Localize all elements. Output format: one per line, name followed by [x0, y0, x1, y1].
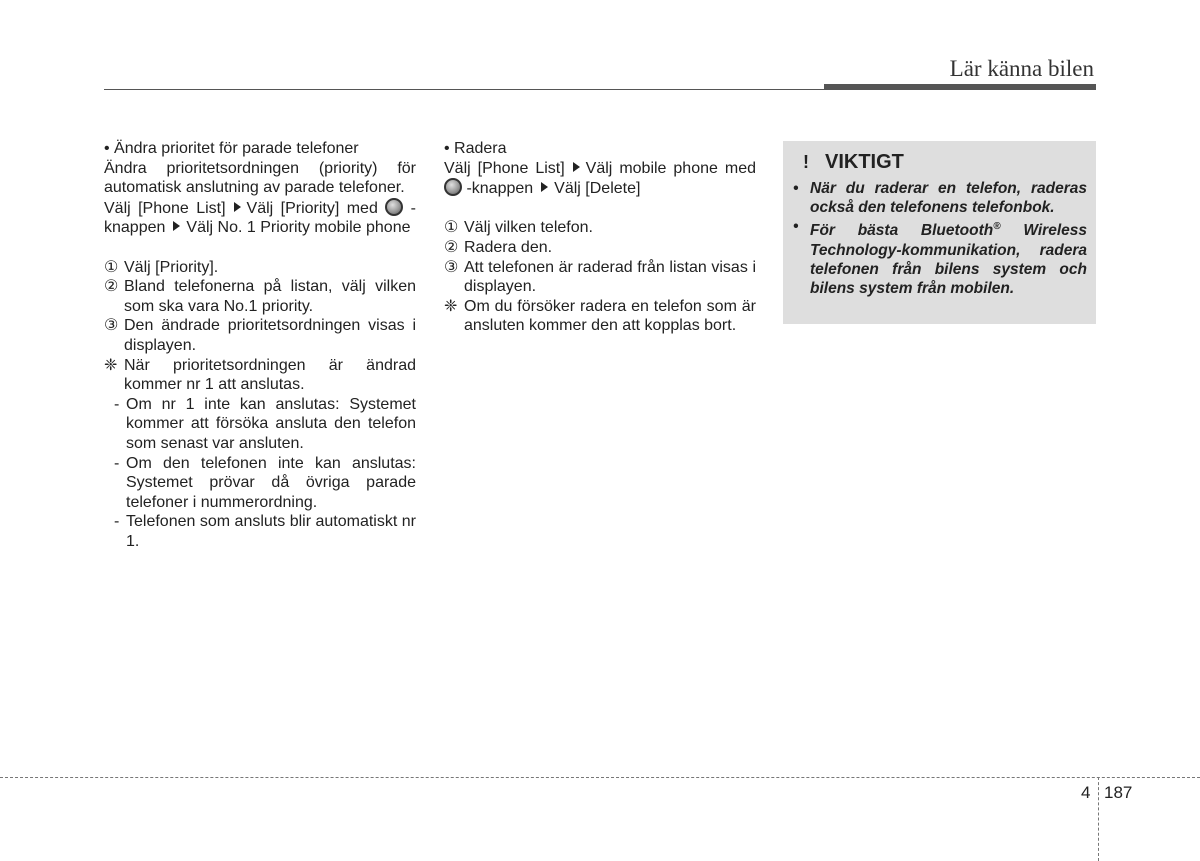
bullet: • — [793, 218, 799, 236]
dash-item — [104, 454, 416, 513]
note-icon: ❈ — [104, 356, 118, 374]
registered-mark: ® — [993, 221, 1001, 233]
arrow-right-icon — [234, 202, 241, 212]
path-step: Välj [Phone List] — [104, 199, 226, 217]
priority-heading: • Ändra prioritet för parade telefoner — [104, 140, 359, 157]
step-number: ② — [104, 278, 119, 296]
step-text: Att telefonen är raderad från listan visas i displayen. — [464, 258, 756, 296]
warning-item — [793, 217, 1087, 298]
path-step: Välj [Delete] — [554, 180, 641, 198]
path-step: Välj [Phone List] — [444, 159, 565, 177]
dash-marker: - — [114, 454, 120, 472]
step-text: Välj [Priority]. — [124, 258, 219, 276]
knob-button-icon — [444, 178, 462, 196]
step-item — [444, 218, 756, 238]
note-icon: ❈ — [444, 297, 458, 315]
step-text: Radera den. — [464, 238, 553, 256]
step-number: ① — [444, 219, 459, 237]
step-item — [104, 277, 416, 316]
step-item — [104, 316, 416, 355]
dash-item — [104, 512, 416, 551]
step-number: ③ — [104, 317, 119, 335]
footer-rule — [0, 777, 1200, 778]
dash-marker: - — [114, 513, 120, 531]
left-column — [104, 139, 416, 551]
header-rule — [104, 89, 824, 90]
arrow-right-icon — [173, 221, 180, 231]
section-title: Lär känna bilen — [949, 56, 1094, 81]
dash-text: Om den telefonen inte kan anslutas: Systemet prövar då övriga parade telefoner i nummerordning. — [126, 454, 416, 511]
note-text: Om du försöker radera en telefon som är ansluten kommer den att kopplas bort. — [464, 297, 756, 335]
note-item — [444, 297, 756, 336]
warning-title: VIKTIGT — [825, 151, 904, 173]
dash-text: Telefonen som ansluts blir automatiskt nr 1. — [126, 513, 416, 550]
warning-text: När du raderar en telefon, raderas också den telefonens telefonbok. — [810, 180, 1087, 217]
path-step: med — [724, 159, 756, 177]
warning-item — [793, 179, 1087, 217]
step-text: Välj vilken telefon. — [464, 219, 593, 237]
priority-intro: Ändra prioritetsordningen (priority) för automatisk anslutning av parade telefoner. — [104, 159, 416, 197]
step-text: Den ändrade prioritetsordningen visas i displayen. — [124, 317, 416, 354]
bullet: • — [793, 180, 799, 197]
step-item — [104, 258, 416, 278]
warning-list — [793, 179, 1087, 298]
middle-column — [444, 139, 756, 336]
delete-path — [444, 159, 756, 199]
warning-text-part: Wireless Technology-kommunikation, radera telefonen från bilens system och bilens system från mobilen. — [810, 222, 1087, 298]
path-step: -knappen — [104, 199, 416, 237]
path-step: -knappen — [466, 180, 534, 198]
note-text: När prioritetsordningen är ändrad kommer nr 1 att anslutas. — [124, 356, 416, 394]
dash-marker: - — [114, 395, 120, 413]
header-rule-accent — [824, 84, 1096, 90]
path-step: Välj No. 1 Priority mobile phone — [186, 219, 411, 237]
dash-item — [104, 395, 416, 454]
warning-text-part: För bästa Bluetooth — [810, 222, 994, 240]
page-number: 187 — [1104, 783, 1133, 802]
warning-icon: ! — [803, 152, 809, 172]
note-item — [104, 356, 416, 395]
step-item — [444, 258, 756, 297]
warning-text — [810, 217, 1087, 298]
step-number: ② — [444, 238, 459, 256]
knob-button-icon — [385, 198, 403, 216]
step-number: ③ — [444, 258, 459, 276]
chapter-number: 4 — [1081, 783, 1091, 802]
delete-heading: • Radera — [444, 140, 507, 157]
arrow-right-icon — [573, 162, 580, 172]
priority-path — [104, 198, 416, 238]
warning-box — [783, 141, 1096, 324]
warning-header — [793, 151, 904, 174]
dash-text: Om nr 1 inte kan anslutas: Systemet kommer att försöka ansluta den telefon som senast var ansluten. — [126, 395, 416, 452]
arrow-right-icon — [541, 182, 548, 192]
step-item — [444, 238, 756, 258]
footer-divider — [1098, 777, 1099, 861]
path-step: Välj mobile phone — [585, 159, 718, 177]
step-number: ① — [104, 258, 119, 276]
step-text: Bland telefonerna på listan, välj vilken som ska vara No.1 priority. — [124, 278, 416, 315]
path-step: Välj [Priority] med — [246, 199, 378, 217]
